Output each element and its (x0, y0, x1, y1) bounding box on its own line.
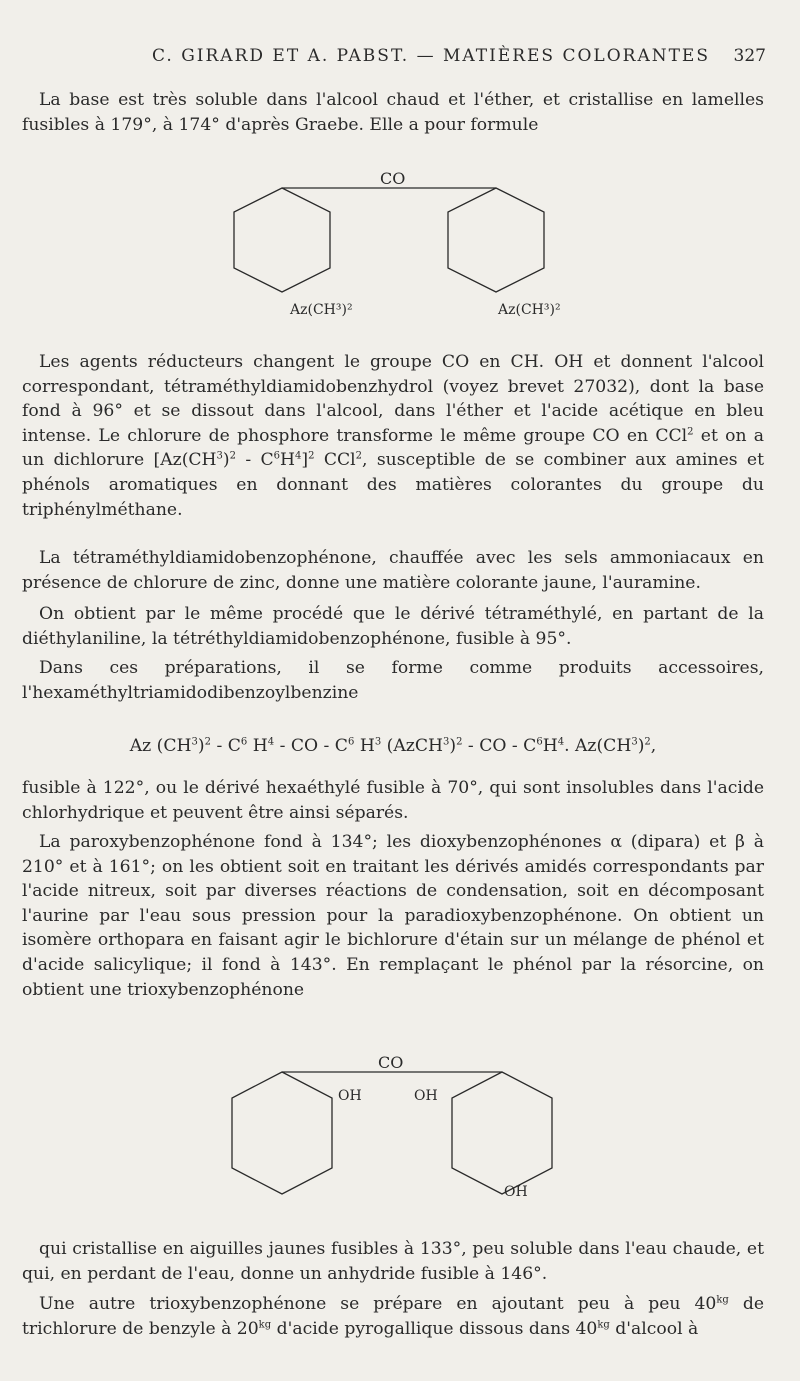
carbonyl-label-2: CO (378, 1053, 404, 1072)
paragraph-reduction: Les agents réducteurs changent le groupe CO en CH. OH et donnent l'alcool correspondant, tétraméthyldiamidobenzhydrol (voyez brevet 27032), dont la base fond à 96° et se dissout dans l'alcool, dans l'éther et l'acide acétique en bleu intense. Le chlorure de phosphore transforme le même groupe CO en CCl$^2$ et on a un dichlorure $[Az(CH^3)^2 - C^6H^4]^2$ CCl$^2$, susceptible de se combiner aux amines et phénols aromatiques en donnant des matières colorantes du groupe du triphénylméthane. (22, 352, 765, 520)
amine-label-right: Az(CH³)² (498, 302, 561, 318)
formula-line: Az $(CH^3)^2 - C^6$ $H^4$ - CO - $C^6$ $H^3$ (AzCH$^3$)$^2$ - CO - $C^6H^4$. $Az(CH^3)^2$, (129, 736, 657, 756)
hydroxyl-label-bottom: OH (504, 1184, 528, 1200)
header-title: C. GIRARD ET A. PABST. — MATIÈRES COLORANTES (152, 46, 710, 66)
paragraph-byproducts: Dans ces préparations, il se forme comme produits accessoires, l'hexaméthyltriamidodibenzoylbenzine (22, 658, 764, 703)
hydroxyl-label-left: OH (338, 1088, 362, 1104)
benzene-ring-right-2 (452, 1072, 552, 1194)
sup-2b: 2 (229, 450, 237, 462)
paragraph-auramine: La tétraméthyldiamidobenzophénone, chauffée avec les sels ammoniacaux en présence de chlorure de zinc, donne une matière colorante jaune, l'auramine. (22, 548, 764, 593)
structure-diagram-2 (220, 1050, 580, 1210)
paragraph-another: Une autre trioxybenzophénone se prépare en ajoutant peu à peu $40^{kg}$ de trichlorure de benzyle à $20^{kg}$ d'acide pyrogallique dissous dans $40^{kg}$ d'alcool à (22, 1294, 764, 1339)
paragraph-melting: fusible à 122°, ou le dérivé hexaéthylé fusible à 70°, qui sont insolubles dans l'acide chlorhydrique et peuvent être ainsi séparés. (22, 778, 764, 823)
sup-6a: 6 (273, 450, 281, 462)
hydroxyl-label-right: OH (414, 1088, 438, 1104)
benzene-ring-left (234, 188, 330, 292)
benzene-ring-right (448, 188, 544, 292)
paragraph-diethyl: On obtient par le même procédé que le dérivé tétraméthylé, en partant de la diéthylaniline, la tétréthyldiamidobenzophénone, fusible à 95°. (22, 604, 764, 649)
carbonyl-label: CO (380, 169, 406, 188)
reduction-text-f: , susceptible de se combiner aux amines et phénols aromatiques en donnant des matières colorantes du groupe du triphénylméthane. (22, 450, 765, 520)
reduction-text-d: H (280, 450, 296, 471)
sup-2c: 2 (308, 450, 315, 462)
sup-2d: 2 (355, 450, 363, 462)
reduction-text-b: et on a un dichlorure [Az(CH (22, 425, 765, 471)
paragraph-intro: La base est très soluble dans l'alcool chaud et l'éther, et cristallise en lamelles fusibles à 179°, à 174° d'après Graebe. Elle a pour formule (22, 90, 764, 135)
sup-4a: 4 (295, 450, 302, 462)
reduction-text-c: - C (236, 450, 274, 471)
benzene-ring-left-2 (232, 1072, 332, 1194)
running-header (0, 46, 800, 72)
page-number: 327 (733, 46, 766, 66)
reduction-text-a: Les agents réducteurs changent le groupe CO en CH. OH et donnent l'alcool correspondant, tétraméthyldiamidobenzhydrol (voyez brevet 27032), dont la base fond à 96° et se dissout dans l'alcool, dans l'éther et l'acide acétique en bleu intense. Le chlorure de phosphore transforme le même groupe CO en CCl (22, 352, 764, 446)
sup-2a: 2 (687, 426, 694, 438)
reduction-text-e: CCl (323, 450, 356, 471)
paragraph-needles: qui cristallise en aiguilles jaunes fusibles à 133°, peu soluble dans l'eau chaude, et qui, en perdant de l'eau, donne un anhydride fusible à 146°. (22, 1239, 764, 1284)
structure-diagram-1 (220, 168, 580, 324)
amine-label-left: Az(CH³)² (290, 302, 353, 318)
paragraph-oxybenzophenones: La paroxybenzophénone fond à 134°; les dioxybenzophénones α (dipara) et β à 210° et à 161°; on les obtient soit en traitant les dérivés amidés correspondants par l'acide nitreux, soit par diverses réactions de condensation, soit en décomposant l'aurine par l'eau sous pression pour la paradioxybenzophénone. On obtient un isomère orthopara en faisant agir le bichlorure d'étain sur un mélange de phénol et d'acide salicylique; il fond à 143°. En remplaçant le phénol par la résorcine, on obtient une trioxybenzophénone (22, 832, 764, 1000)
sup-3a: 3 (216, 450, 223, 462)
